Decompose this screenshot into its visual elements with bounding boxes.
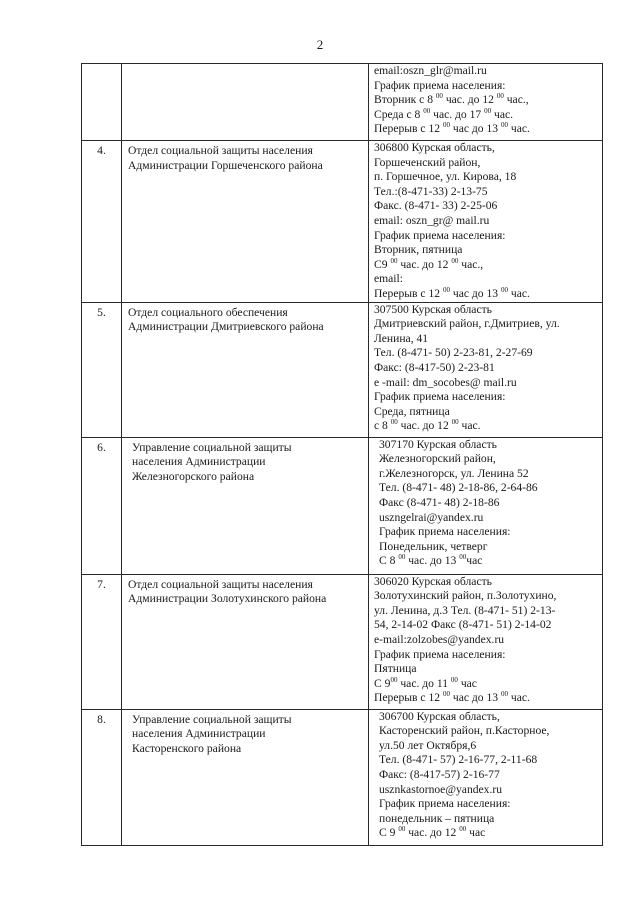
- info-line: Горшеченский район,: [374, 155, 481, 169]
- info-line: п. Горшечное, ул. Кирова, 18: [374, 170, 517, 184]
- superscript-minutes: 00: [459, 553, 467, 562]
- table-row: [82, 574, 603, 709]
- table-row: [82, 64, 603, 141]
- superscript-minutes: 00: [423, 106, 431, 115]
- info-line: e -mail: dm_socobes@ mail.ru: [374, 375, 517, 389]
- info-line: График приема населения:: [374, 647, 506, 661]
- info-line: Факс: (8-417-50) 2-23-81: [374, 360, 495, 374]
- info-line: 307500 Курская область: [374, 302, 492, 316]
- superscript-minutes: 00: [435, 92, 443, 101]
- info-line: Золотухинский район, п.Золотухино,: [374, 589, 557, 603]
- info-line: Дмитриевский район, г.Дмитриев, ул.: [374, 317, 560, 331]
- row-number: 7.: [82, 574, 122, 709]
- contact-info: [369, 141, 603, 303]
- org-line: Администрации Горшеченского района: [128, 158, 323, 172]
- info-line: График приема населения:: [379, 797, 511, 811]
- info-line: Вторник, пятница: [374, 243, 463, 257]
- superscript-minutes: 00: [500, 690, 508, 699]
- info-line: 306800 Курская область,: [374, 141, 495, 154]
- row-number: 6.: [82, 437, 122, 574]
- table-row: [82, 141, 603, 303]
- superscript-minutes: 00: [451, 256, 459, 265]
- superscript-minutes: 00: [451, 418, 459, 427]
- superscript-minutes: 00: [390, 675, 398, 684]
- superscript-minutes: 00: [442, 121, 450, 130]
- info-line: 306700 Курская область,: [379, 709, 500, 723]
- org-line: Железногорского района: [132, 469, 255, 483]
- superscript-minutes: 00: [442, 690, 450, 699]
- info-line: С 9 $^{00}$ час. до 12 $^{00}$ час: [379, 825, 486, 840]
- organization-name: [122, 574, 369, 709]
- info-line: Тел. (8-471- 50) 2-23-81, 2-27-69: [374, 346, 533, 360]
- info-line: Перерыв с 12 $^{00}$ час до 13 $^{00}$ час.: [374, 121, 530, 136]
- organization-name: [122, 709, 369, 845]
- organization-name: [122, 302, 369, 437]
- superscript-minutes: 00: [500, 121, 508, 130]
- info-line: Перерыв с 12 $^{00}$ час до 13 $^{00}$ час.: [374, 690, 530, 705]
- page-number: 2: [316, 37, 324, 52]
- superscript-minutes: 00: [500, 285, 508, 294]
- info-line: ул. Ленина, д.3 Тел. (8-471- 51) 2-13-: [374, 603, 556, 617]
- info-line: 307170 Курская область: [379, 437, 497, 451]
- row-number: [82, 64, 122, 141]
- org-line: Администрации Золотухинского района: [128, 592, 327, 606]
- contact-info: [369, 64, 603, 141]
- superscript-minutes: 00: [450, 675, 458, 684]
- org-line: Администрации Дмитриевского района: [128, 320, 324, 334]
- contact-info: [369, 574, 603, 709]
- superscript-minutes: 00: [390, 256, 398, 265]
- info-line: Тел. (8-471- 48) 2-18-86, 2-64-86: [379, 481, 538, 495]
- row-number: 5.: [82, 302, 122, 437]
- info-line: email:oszn_glr@mail.ru: [374, 64, 487, 77]
- contact-info: [369, 709, 603, 845]
- info-line: Среда с 8 $^{00}$ час. до 17 $^{00}$ час.: [374, 106, 514, 121]
- info-line: Ленина, 41: [374, 331, 429, 345]
- info-line: с 8 $^{00}$ час. до 12 $^{00}$ час.: [374, 418, 481, 433]
- info-line: Железногорский район,: [379, 452, 496, 466]
- info-line: С9 $^{00}$ час. до 12 $^{00}$ час.,: [374, 256, 484, 271]
- superscript-minutes: 00: [398, 553, 406, 562]
- info-line: e-mail:zolzobes@yandex.ru: [374, 632, 505, 646]
- info-line: 54, 2-14-02 Факс (8-471- 51) 2-14-02: [374, 618, 552, 632]
- info-line: Пятница: [374, 662, 417, 676]
- organization-name: [122, 141, 369, 303]
- info-line: Перерыв с 12 $^{00}$ час до 13 $^{00}$ час.: [374, 285, 530, 300]
- contact-info: [369, 437, 603, 574]
- org-line: Управление социальной защиты: [132, 440, 292, 454]
- superscript-minutes: 00: [484, 106, 492, 115]
- superscript-minutes: 00: [398, 825, 406, 834]
- org-line: населения Администрации: [132, 455, 266, 469]
- info-line: 306020 Курская область: [374, 574, 492, 588]
- superscript-minutes: 00: [496, 92, 504, 101]
- table-row: [82, 709, 603, 845]
- row-number: 4.: [82, 141, 122, 303]
- org-line: Управление социальной защиты: [132, 712, 292, 726]
- contacts-table: [81, 63, 603, 846]
- info-line: Факс: (8-417-57) 2-16-77: [379, 767, 500, 781]
- org-line: Отдел социальной защиты населения: [128, 144, 313, 157]
- superscript-minutes: 00: [442, 285, 450, 294]
- info-line: email: oszn_gr@ mail.ru: [374, 213, 490, 227]
- info-line: понедельник – пятница: [379, 811, 495, 825]
- contact-info: [369, 302, 603, 437]
- info-line: График приема населения:: [379, 525, 511, 539]
- info-line: uszngelrai@yandex.ru: [379, 510, 484, 524]
- org-line: населения Администрации: [132, 727, 266, 741]
- info-line: Среда, пятница: [374, 404, 450, 418]
- info-line: usznkastornoe@yandex.ru: [379, 782, 503, 796]
- info-line: Тел.:(8-471-33) 2-13-75: [374, 184, 488, 198]
- organization-name: [122, 437, 369, 574]
- info-line: График приема населения:: [374, 228, 506, 242]
- info-line: Факс (8-471- 48) 2-18-86: [379, 495, 500, 509]
- info-line: Понедельник, четверг: [379, 539, 488, 553]
- info-line: Тел. (8-471- 57) 2-16-77, 2-11-68: [379, 753, 538, 767]
- info-line: email:: [374, 272, 403, 286]
- info-line: С 8 $^{00}$ час. до 13 $^{00}$час: [379, 553, 483, 568]
- superscript-minutes: 00: [390, 418, 398, 427]
- superscript-minutes: 00: [459, 825, 467, 834]
- organization-name: [122, 64, 369, 141]
- org-line: Касторенского района: [132, 741, 242, 755]
- org-line: Отдел социальной защиты населения: [128, 577, 313, 591]
- info-line: График приема населения:: [374, 78, 506, 92]
- info-line: График приема населения:: [374, 390, 506, 404]
- info-line: ул.50 лет Октября,6: [379, 738, 477, 752]
- info-line: С $9^{00}$ час. до 11 $^{00}$ час: [374, 675, 477, 690]
- info-line: Касторенский район, п.Касторное,: [379, 724, 550, 738]
- info-line: Вторник с 8 $^{00}$ час. до 12 $^{00}$ час.,: [374, 92, 529, 107]
- table-row: [82, 302, 603, 437]
- info-line: Факс. (8-471- 33) 2-25-06: [374, 199, 498, 213]
- org-line: Отдел социального обеспечения: [128, 305, 288, 319]
- row-number: 8.: [82, 709, 122, 845]
- info-line: г.Железногорск, ул. Ленина 52: [379, 466, 529, 480]
- table-row: [82, 437, 603, 574]
